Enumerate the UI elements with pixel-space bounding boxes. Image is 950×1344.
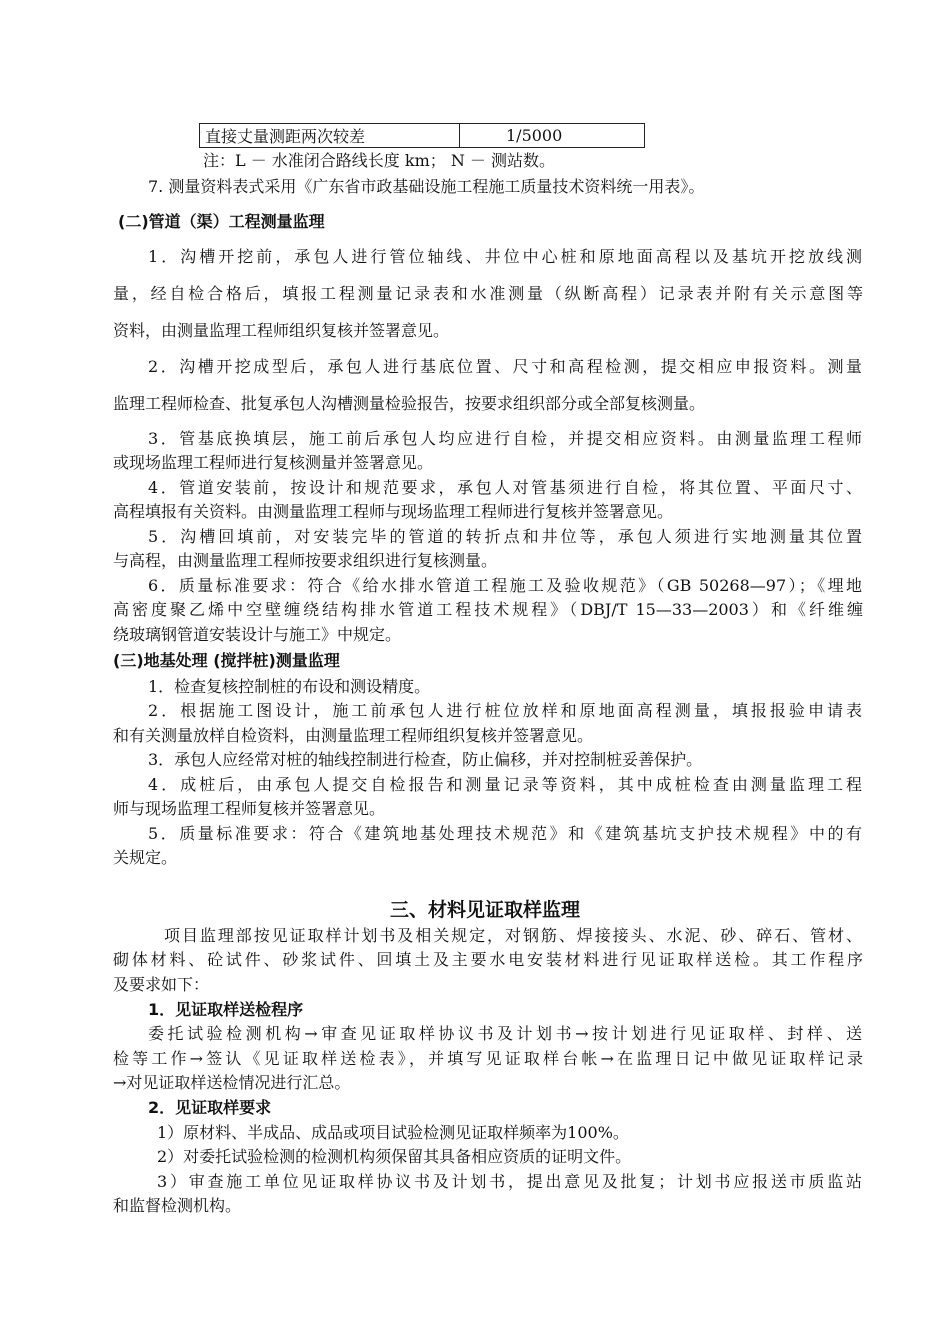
- paragraph-line: 高程填报有关资料。由测量监理工程师与现场监理工程师进行复核并签署意见。: [113, 502, 674, 521]
- paragraph-line: 和有关测量放样自检资料，由测量监理工程师组织复核并签署意见。: [113, 726, 594, 745]
- paragraph-line: 监理工程师检查、批复承包人沟槽测量检验报告，按要求组织部分或全部复核测量。: [113, 394, 706, 413]
- table-note: 注：L － 水准闭合路线长度 km； N － 测站数。: [203, 151, 556, 170]
- paragraph-line: 量，经自检合格后，填报工程测量记录表和水准测量（纵断高程）记录表并附有关示意图等: [113, 284, 863, 303]
- paragraph-line: 关规定。: [113, 848, 178, 867]
- paragraph-line: 委托试验检测机构→审查见证取样协议书及计划书→按计划进行见证取样、封样、送: [148, 1024, 862, 1043]
- paragraph-line: 2．根据施工图设计，施工前承包人进行桩位放样和原地面高程测量，填报报验申请表: [148, 701, 862, 720]
- subsection-heading-requirements: 2．见证取样要求: [148, 1098, 272, 1117]
- paragraph-line: 4．管道安装前，按设计和规范要求，承包人对管基须进行自检，将其位置、平面尺寸、: [148, 478, 862, 497]
- paragraph-line: 5．质量标准要求：符合《建筑地基处理技术规范》和《建筑基坑支护技术规程》中的有: [148, 824, 862, 843]
- section-heading-pipeline: (二)管道（渠）工程测量监理: [118, 212, 325, 231]
- paragraph-line: 绕玻璃钢管道安装设计与施工》中规定。: [113, 625, 402, 644]
- paragraph-line: 项目监理部按见证取样计划书及相关规定，对钢筋、焊接接头、水泥、砂、碎石、管材、: [164, 926, 862, 945]
- paragraph-line: 高密度聚乙烯中空壁缠绕结构排水管道工程技术规程》（DBJ/T 15—33—2003）和《纤维缠: [113, 600, 863, 619]
- paragraph-line: 1）原材料、半成品、成品或项目试验检测见证取样频率为100%。: [157, 1123, 629, 1142]
- paragraph-line: 3．承包人应经常对桩的轴线控制进行检查，防止偏移，并对控制桩妥善保护。: [148, 750, 703, 769]
- paragraph-line: 资料，由测量监理工程师组织复核并签署意见。: [113, 321, 450, 340]
- paragraph-line: 1．沟槽开挖前，承包人进行管位轴线、井位中心桩和原地面高程以及基坑开挖放线测: [148, 247, 862, 266]
- paragraph-line: →对见证取样送检情况进行汇总。: [113, 1073, 351, 1092]
- paragraph-line: 2）对委托试验检测的检测机构须保留其具备相应资质的证明文件。: [157, 1147, 632, 1166]
- paragraph-line: 及要求如下：: [113, 975, 210, 994]
- paragraph-line: 与高程，由测量监理工程师按要求组织进行复核测量。: [113, 551, 498, 570]
- chapter-heading: 三、材料见证取样监理: [389, 899, 580, 921]
- section-heading-foundation: (三)地基处理 (搅拌桩)测量监理: [113, 651, 340, 670]
- paragraph-line: 3）审查施工单位见证取样协议书及计划书，提出意见及批复；计划书应报送市质监站: [157, 1172, 862, 1191]
- paragraph-line: 6．质量标准要求：符合《给水排水管道工程施工及验收规范》（GB 50268—97）；《埋地: [148, 576, 862, 595]
- paragraph-line: 和监督检测机构。: [113, 1196, 242, 1215]
- paragraph-line: 砌体材料、砼试件、砂浆试件、回填土及主要水电安装材料进行见证取样送检。其工作程序: [113, 950, 863, 969]
- table-cell-label: 直接丈量测距两次较差: [200, 124, 460, 148]
- subsection-heading-procedure: 1．见证取样送检程序: [148, 1000, 304, 1019]
- tolerance-table: [199, 123, 645, 148]
- paragraph-line: 4．成桩后，由承包人提交自检报告和测量记录等资料，其中成桩检查由测量监理工程: [148, 775, 862, 794]
- paragraph-line: 5．沟槽回填前，对安装完毕的管道的转折点和井位等，承包人须进行实地测量其位置: [148, 527, 862, 546]
- paragraph-line: 师与现场监理工程师复核并签署意见。: [113, 799, 386, 818]
- table-row: [200, 124, 645, 148]
- paragraph-line: 或现场监理工程师进行复核测量并签署意见。: [113, 453, 434, 472]
- paragraph-line: 2．沟槽开挖成型后，承包人进行基底位置、尺寸和高程检测，提交相应申报资料。测量: [148, 357, 862, 376]
- item-7: 7. 测量资料表式采用《广东省市政基础设施工程施工质量技术资料统一用表》。: [148, 177, 705, 196]
- paragraph-line: 3．管基底换填层，施工前后承包人均应进行自检，并提交相应资料。由测量监理工程师: [148, 429, 862, 448]
- paragraph-line: 检等工作→签认《见证取样送检表》，并填写见证取样台帐→在监理日记中做见证取样记录: [113, 1049, 863, 1068]
- table-cell-value: 1/5000: [460, 124, 645, 148]
- paragraph-line: 1．检查复核控制桩的布设和测设精度。: [148, 677, 431, 696]
